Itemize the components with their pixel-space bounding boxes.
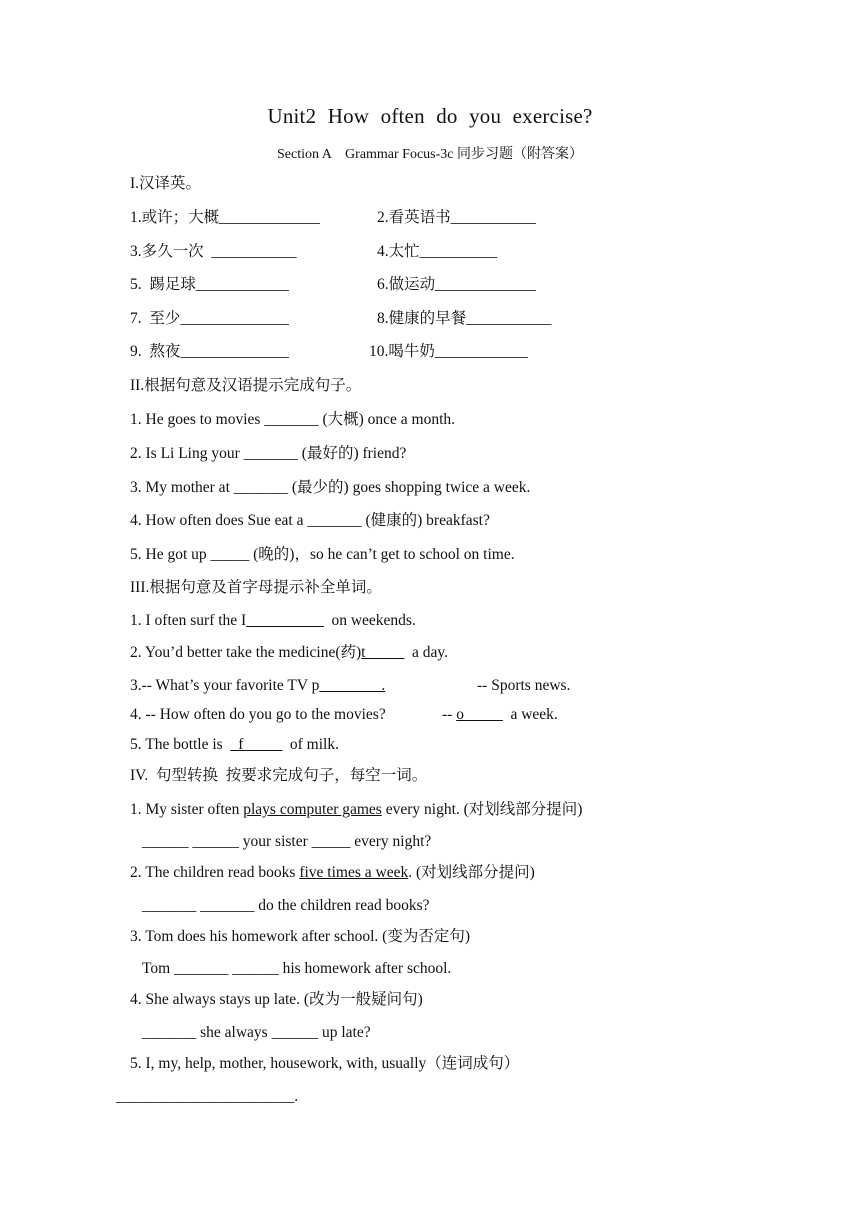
answer-blank: o_____ (456, 706, 503, 723)
section-4-item-5: 5. I, my, help, mother, housework, with, usually（连词成句） (130, 1055, 520, 1072)
section-3-item-5 (130, 735, 339, 755)
section-3-item-4: 4. -- How often do you go to the movies? (130, 706, 386, 723)
page-title: Unit2 How often do you exercise? (267, 104, 593, 128)
section-4-item-4: 4. She always stays up late. (改为一般疑问句) (130, 991, 423, 1008)
section-2-heading: II.根据句意及汉语提示完成句子。 (130, 377, 362, 394)
question-text: 5. The bottle is (130, 736, 231, 753)
section-3-item-2 (130, 643, 448, 663)
section-4-item-1-answer: ______ ______ your sister _____ every night? (142, 833, 432, 850)
section-1-item-8: 8.健康的早餐___________ (377, 310, 552, 327)
section-1-item-10: 10.喝牛奶____________ (369, 343, 528, 360)
answer-blank: __________ (246, 612, 324, 629)
section-4-item-2 (130, 863, 535, 883)
question-text: 1. I often surf the I (130, 612, 247, 629)
section-2-item-4: 4. How often does Sue eat a _______ (健康的) breakfast? (130, 512, 490, 529)
dash-text: -- (442, 706, 457, 723)
section-1-item-9: 9. 熬夜______________ (130, 343, 289, 360)
section-4-item-3: 3. Tom does his homework after school. (变为否定句) (130, 928, 471, 945)
section-1-heading: I.汉译英。 (130, 175, 202, 192)
section-3-item-3-answer: -- Sports news. (477, 677, 571, 694)
question-text: of milk. (282, 736, 339, 753)
answer-blank: ________. (319, 677, 386, 694)
section-2-item-3: 3. My mother at _______ (最少的) goes shopping twice a week. (130, 479, 531, 496)
section-1-item-5: 5. 踢足球____________ (130, 276, 289, 293)
answer-blank: _f_____ (230, 736, 283, 753)
question-text: a day. (404, 644, 448, 661)
section-1-item-7: 7. 至少______________ (130, 310, 289, 327)
question-text: on weekends. (323, 612, 416, 629)
section-4-item-4-answer: _______ she always ______ up late? (142, 1024, 371, 1041)
underlined-phrase: plays computer games (243, 801, 382, 818)
section-1-item-6: 6.做运动_____________ (377, 276, 536, 293)
section-4-item-5-answer: _______________________. (116, 1088, 299, 1105)
section-2-item-1: 1. He goes to movies _______ (大概) once a month. (130, 411, 456, 428)
question-text: 2. The children read books (130, 864, 300, 881)
section-4-item-3-answer: Tom _______ ______ his homework after school. (142, 960, 452, 977)
answer-blank: t_____ (361, 644, 405, 661)
section-3-item-1 (130, 611, 416, 631)
section-3-heading: III.根据句意及首字母提示补全单词。 (130, 579, 382, 596)
question-text: 3.-- What’s your favorite TV p (130, 677, 320, 694)
question-text: 1. My sister often (130, 801, 244, 818)
section-1-item-1: 1.或许；大概_____________ (130, 209, 320, 226)
question-text: 2. You’d better take the medicine(药) (130, 644, 362, 661)
section-1-item-3: 3.多久一次 ___________ (130, 243, 297, 260)
section-4-item-2-answer: _______ _______ do the children read books? (142, 897, 430, 914)
section-3-item-3 (130, 676, 385, 696)
section-1-item-4: 4.太忙__________ (377, 243, 498, 260)
section-2-item-2: 2. Is Li Ling your _______ (最好的) friend? (130, 445, 407, 462)
section-4-heading: IV. 句型转换 按要求完成句子，每空一词。 (130, 767, 428, 784)
section-1-item-2: 2.看英语书___________ (377, 209, 536, 226)
page-subtitle: Section A Grammar Focus-3c 同步习题（附答案） (276, 147, 584, 162)
section-4-item-1 (130, 800, 582, 820)
question-text: a week. (502, 706, 558, 723)
underlined-phrase: five times a week (299, 864, 409, 881)
question-text: . (对划线部分提问) (408, 864, 535, 881)
question-text: every night. (对划线部分提问) (381, 801, 583, 818)
section-2-item-5: 5. He got up _____ (晚的)，so he can’t get to school on time. (130, 546, 515, 563)
section-3-item-4-answer (442, 705, 558, 725)
